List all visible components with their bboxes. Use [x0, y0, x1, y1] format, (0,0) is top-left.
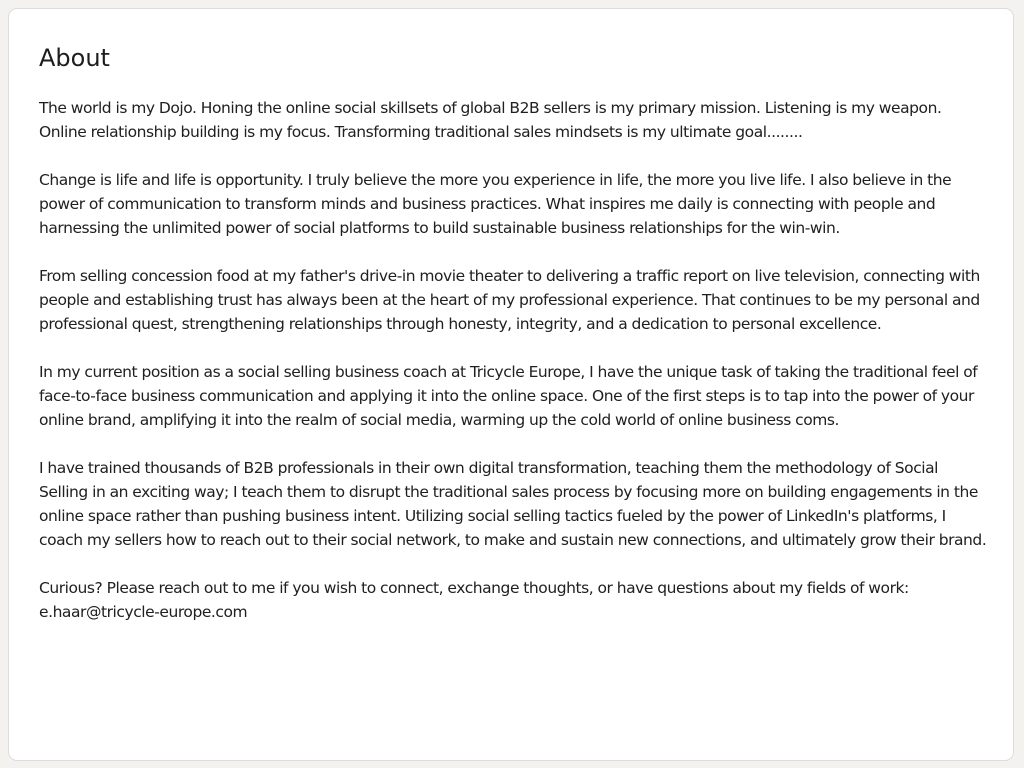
about-paragraph-4: In my current position as a social selling business coach at Tricycle Europe, I have the unique task of taking the traditional feel of face-to-face business communication and applying it into the online space. One of the first steps is to tap into the power of your online brand, amplifying it into the realm of social media, warming up the cold world of online business coms.	[39, 363, 978, 429]
about-title: About	[39, 44, 110, 72]
about-paragraph-3: From selling concession food at my father's drive-in movie theater to delivering a traffic report on live television, connecting with people and establishing trust has always been at the heart of my professional experience. That continues to be my personal and professional quest, strengthening relationships through honesty, integrity, and a dedication to personal excellence.	[39, 267, 980, 333]
about-paragraph-1: The world is my Dojo. Honing the online social skillsets of global B2B sellers is my primary mission. Listening is my weapon. Online relationship building is my focus. Transforming traditional sales mindsets is my ultimate goal........	[39, 99, 942, 141]
about-card	[8, 8, 1014, 761]
about-paragraph-2: Change is life and life is opportunity. I truly believe the more you experience in life, the more you live life. I also believe in the power of communication to transform minds and business practices. What inspires me daily is connecting with people and harnessing the unlimited power of social platforms to build sustainable business relationships for the win-win.	[39, 171, 952, 237]
about-paragraph-5: I have trained thousands of B2B professionals in their own digital transformation, teaching them the methodology of Social Selling in an exciting way; I teach them to disrupt the traditional sales process by focusing more on building engagements in the online space rather than pushing business intent. Utilizing social selling tactics fueled by the power of LinkedIn's platforms, I coach my sellers how to reach out to their social network, to make and sustain new connections, and ultimately grow their brand.	[39, 459, 987, 549]
about-paragraph-6: Curious? Please reach out to me if you wish to connect, exchange thoughts, or have questions about my fields of work: e.haar@tricycle-europe.com	[39, 579, 909, 621]
about-text	[39, 96, 989, 624]
